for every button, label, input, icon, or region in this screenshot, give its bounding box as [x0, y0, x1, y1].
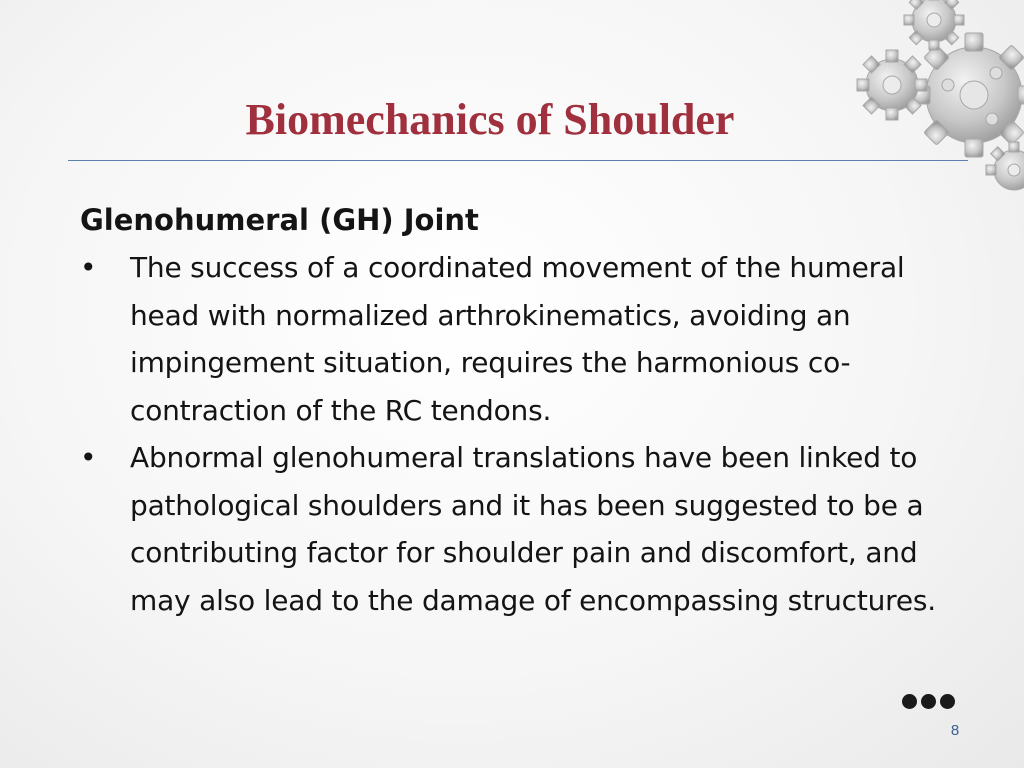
title-divider: [68, 160, 968, 161]
dot: [940, 694, 955, 709]
dot: [902, 694, 917, 709]
slide-content: [80, 196, 960, 624]
slide-title: Biomechanics of Shoulder: [245, 95, 735, 144]
bullet-icon: •: [80, 251, 97, 284]
bullet-list: [80, 244, 960, 624]
ellipsis-icon[interactable]: [902, 694, 962, 718]
dot: [921, 694, 936, 709]
bullet-icon: •: [80, 441, 97, 474]
bullet-text: Abnormal glenohumeral translations have been linked to pathological shoulders and it has been suggested to be a contributing factor for shoulder pain and discomfort, and may also lead to the damage of encompassing structures.: [130, 441, 936, 617]
section-heading: Glenohumeral (GH) Joint: [80, 203, 479, 237]
bullet-text: The success of a coordinated movement of the humeral head with normalized arthrokinematics, avoiding an impingement situation, requires the harmonious co-contraction of the RC tendons.: [130, 251, 905, 427]
page-number: 8: [950, 722, 960, 739]
list-item: [80, 244, 960, 434]
list-item: [80, 434, 960, 624]
